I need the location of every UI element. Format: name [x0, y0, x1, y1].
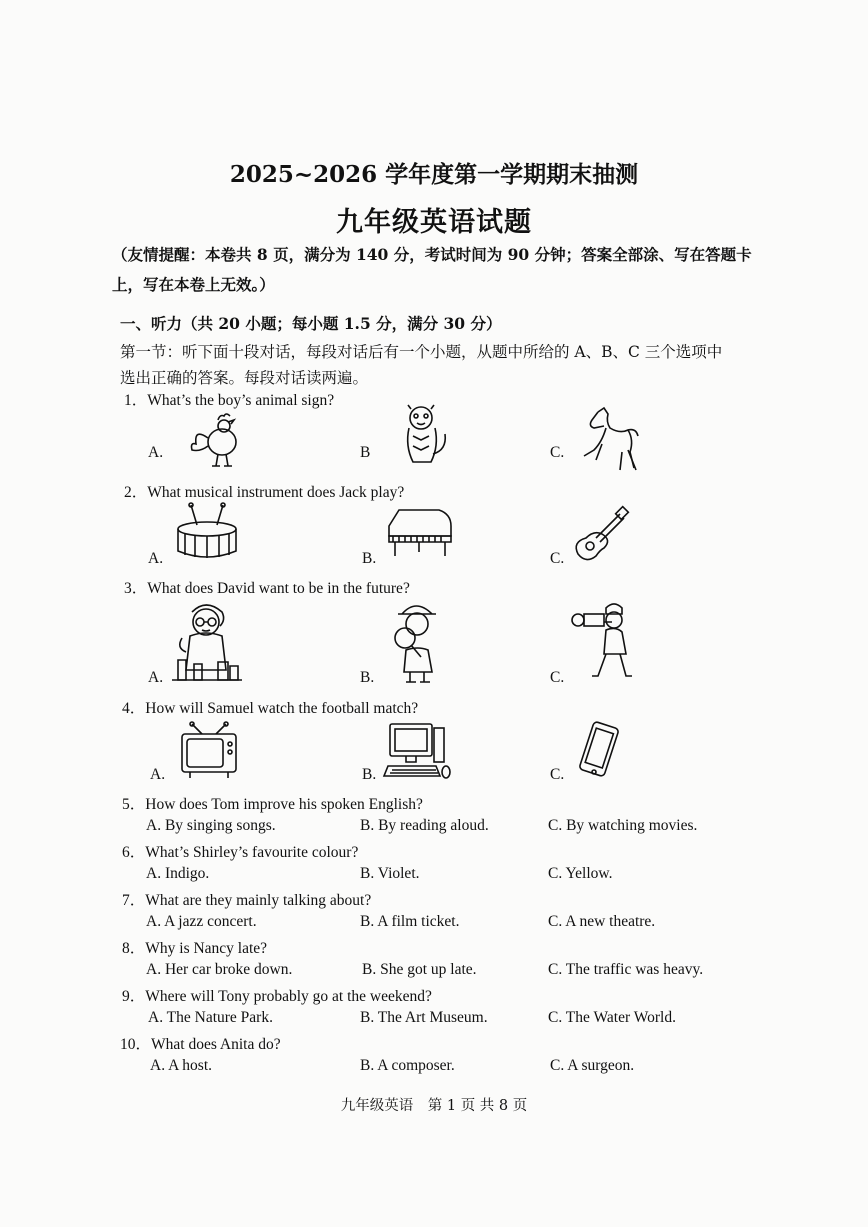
question-number: 10． [120, 1036, 152, 1053]
question-10 [120, 1032, 281, 1054]
question-number: 7． [122, 892, 146, 909]
option-c-label[interactable]: C. [550, 766, 565, 783]
question-7 [122, 888, 371, 910]
question-1 [124, 388, 334, 410]
question-text: What’s Shirley’s favourite colour? [145, 844, 359, 861]
option-c[interactable]: C. The traffic was heavy. [548, 961, 704, 978]
option-a[interactable]: A. A host. [150, 1057, 213, 1074]
option-a-label[interactable]: A. [150, 766, 166, 783]
option-a[interactable]: A. By singing songs. [146, 817, 276, 834]
section-instructions-line2: 选出正确的答案。每段对话读两遍。 [120, 369, 369, 387]
question-3 [124, 576, 410, 598]
tiger-icon [393, 404, 449, 470]
exam-notice: （友情提醒：本卷共 8 页，满分为 140 分，考试时间为 90 分钟；答案全部涂、写在答题卡上，写在本卷上无效。） [112, 245, 752, 294]
question-number: 2． [124, 484, 148, 501]
question-text: What musical instrument does Jack play? [147, 484, 405, 501]
question-9 [122, 984, 432, 1006]
option-c[interactable]: C. The Water World. [548, 1009, 676, 1026]
option-a[interactable]: A. Indigo. [146, 865, 210, 882]
question-text: How does Tom improve his spoken English? [145, 796, 423, 813]
question-number: 9． [122, 988, 146, 1005]
exam-subtitle: 九年级英语试题 [336, 207, 532, 238]
option-c[interactable]: C. A new theatre. [548, 913, 656, 930]
option-a[interactable]: A. The Nature Park. [148, 1009, 273, 1026]
question-8 [122, 936, 267, 958]
question-number: 6． [122, 844, 146, 861]
option-b[interactable]: B. The Art Museum. [360, 1009, 488, 1026]
scientist-icon [168, 600, 244, 684]
option-a-label[interactable]: A. [148, 444, 164, 461]
question-number: 5． [122, 796, 146, 813]
option-b-label[interactable]: B. [362, 550, 377, 567]
option-a[interactable]: A. A jazz concert. [146, 913, 257, 930]
option-b[interactable]: B. By reading aloud. [360, 817, 489, 834]
option-c[interactable]: C. A surgeon. [550, 1057, 635, 1074]
guitar-icon [572, 506, 628, 564]
question-text: What’s the boy’s animal sign? [147, 392, 335, 409]
computer-icon [386, 722, 452, 780]
question-number: 4． [122, 700, 146, 717]
photographer-icon [572, 600, 632, 684]
question-text: Why is Nancy late? [145, 940, 268, 957]
question-text: What are they mainly talking about? [145, 892, 372, 909]
section-heading: 一、听力（共 20 小题；每小题 1.5 分，满分 30 分） [120, 314, 502, 333]
question-number: 1． [124, 392, 148, 409]
page-footer: 九年级英语 第 1 页 共 8 页 [340, 1098, 528, 1114]
question-number: 3． [124, 580, 148, 597]
tv-icon [180, 722, 238, 780]
question-5 [122, 792, 423, 814]
question-4 [122, 696, 418, 718]
option-c-label[interactable]: C. [550, 444, 565, 461]
option-b[interactable]: B. A film ticket. [360, 913, 460, 930]
option-c[interactable]: C. By watching movies. [548, 817, 698, 834]
option-b[interactable]: B. A composer. [360, 1057, 455, 1074]
option-c[interactable]: C. Yellow. [548, 865, 613, 882]
rooster-icon [188, 412, 250, 470]
option-b-label[interactable]: B. [362, 766, 377, 783]
question-text: Where will Tony probably go at the weekend? [145, 988, 432, 1005]
question-text: How will Samuel watch the football match? [145, 700, 419, 717]
detective-icon [386, 600, 444, 684]
option-b-label[interactable]: B [360, 444, 371, 461]
horse-icon [572, 404, 642, 474]
option-c-label[interactable]: C. [550, 669, 565, 686]
option-b[interactable]: B. She got up late. [362, 961, 477, 978]
question-text: What does Anita do? [151, 1036, 281, 1053]
drum-icon [175, 503, 239, 561]
option-a-label[interactable]: A. [148, 550, 164, 567]
option-b-label[interactable]: B. [360, 669, 375, 686]
phone-icon [576, 722, 622, 778]
option-c-label[interactable]: C. [550, 550, 565, 567]
question-2 [124, 480, 404, 502]
option-a[interactable]: A. Her car broke down. [146, 961, 293, 978]
option-a-label[interactable]: A. [148, 669, 164, 686]
option-b[interactable]: B. Violet. [360, 865, 420, 882]
question-text: What does David want to be in the future? [147, 580, 410, 597]
question-number: 8． [122, 940, 146, 957]
piano-icon [385, 506, 455, 558]
exam-title: 2025~2026 学年度第一学期期末抽测 [229, 161, 639, 188]
section-instructions-line1: 第一节：听下面十段对话，每段对话后有一个小题，从题中所给的 A、B、C 三个选项中 [120, 343, 723, 361]
question-6 [122, 840, 358, 862]
